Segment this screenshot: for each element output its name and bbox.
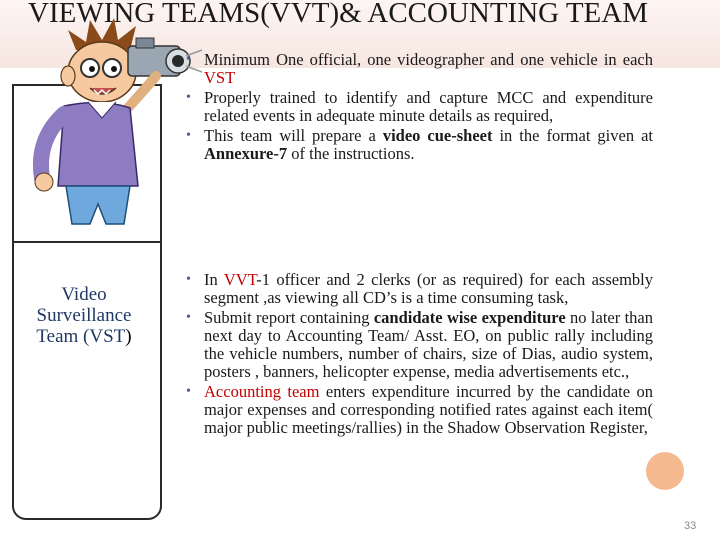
cartoon-man-with-camera-icon: [6, 10, 206, 240]
list-item: [186, 271, 653, 307]
vvt-bullet-list: [186, 271, 653, 439]
bullet-highlight: VST: [204, 68, 236, 87]
bullet-highlight: VVT: [223, 270, 257, 289]
bullet-dot-icon: •: [186, 272, 191, 287]
bullet-text: in the format given at: [492, 126, 653, 145]
bullet-text: This team will prepare a: [204, 126, 383, 145]
bullet-text: Properly trained to identify and capture MCC and expenditure related events in adequate minute details as required,: [204, 88, 653, 125]
list-item: [186, 89, 653, 125]
vst-side-label: [14, 284, 154, 347]
list-item: [186, 51, 653, 87]
list-item: [186, 383, 653, 437]
bullet-text: Submit report containing: [204, 308, 374, 327]
vst-label-paren: ): [125, 326, 132, 347]
bullet-text: of the instructions.: [287, 144, 415, 163]
bullet-dot-icon: •: [186, 310, 191, 325]
bullet-dot-icon: •: [186, 384, 191, 399]
slide-number: 33: [684, 520, 697, 532]
bullet-bold: candidate wise expenditure: [373, 308, 566, 327]
bullet-text: no later than next day to Accounting Team/ Asst. EO, on public rally including the vehicle numbers, number of chairs, size of Dias, audio system, posters , banners, helicopter expense, media advertisements etc.,: [204, 308, 654, 381]
bullet-text: Minimum One official, one videographer and one vehicle in each: [204, 50, 653, 69]
bullet-text: In: [204, 270, 224, 289]
list-item: [186, 127, 653, 163]
left-panel-divider: [12, 241, 162, 243]
slide-title: VIEWING TEAMS(VVT)& ACCOUNTING TEAM: [28, 0, 648, 29]
bullet-text: -1 officer and 2 clerks (or as required) for each assembly segment ,as viewing all CD’s is a time consuming task,: [204, 270, 653, 307]
bullet-dot-icon: •: [186, 52, 191, 67]
bullet-bold: video cue-sheet: [382, 126, 493, 145]
bullet-bold: Annexure-7: [204, 144, 288, 163]
bullet-highlight: Accounting team: [204, 382, 320, 401]
vst-label-text: Video Surveillance Team (VST: [36, 284, 132, 347]
vst-bullet-list: [186, 51, 653, 165]
list-item: [186, 309, 653, 381]
bullet-dot-icon: •: [186, 128, 191, 143]
decorative-circle: [646, 452, 684, 490]
bullet-dot-icon: •: [186, 90, 191, 105]
bullet-text: enters expenditure incurred by the candidate on major expenses and corresponding notified rates against each item( major public meetings/rallies) in the Shadow Observation Register,: [204, 382, 654, 437]
